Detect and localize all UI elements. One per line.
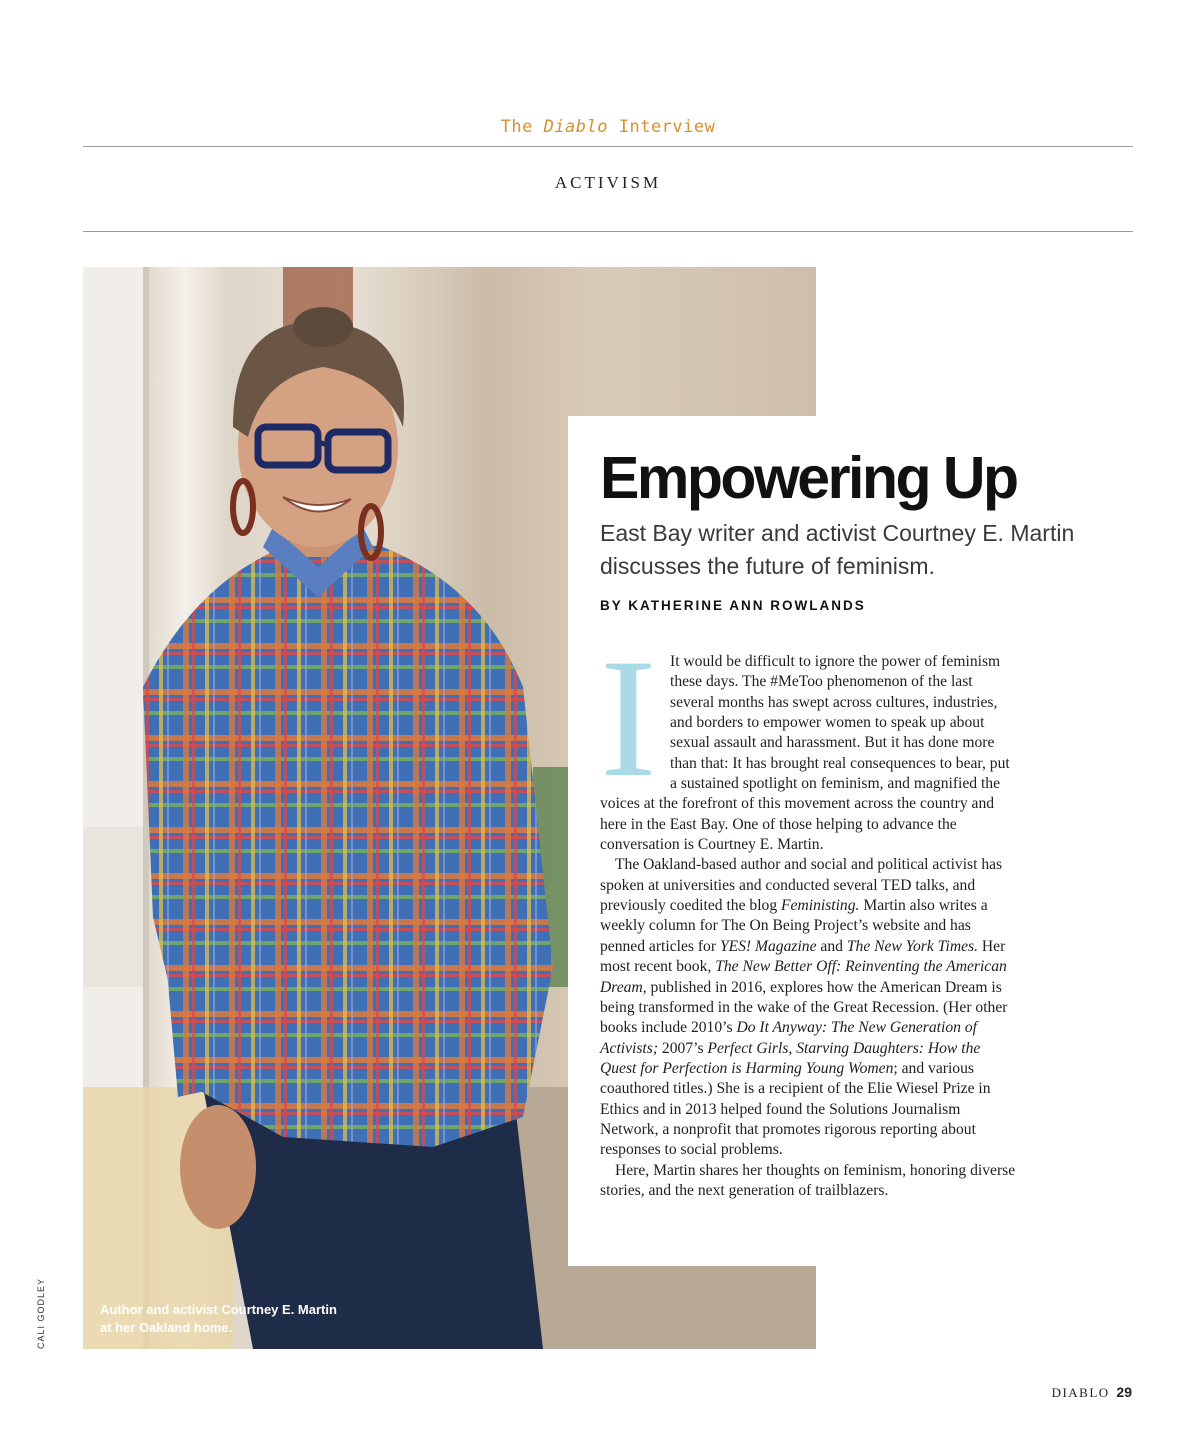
kicker-italic: Diablo xyxy=(543,117,608,137)
article-card xyxy=(568,416,1128,1266)
photo-caption xyxy=(100,1301,400,1337)
kicker-post: Interview xyxy=(608,117,716,137)
p2-text-b: Martin also writes a weekly column for The On Being Project’s website and has penned articles for xyxy=(600,897,988,955)
folio-magazine: DIABLO xyxy=(1051,1385,1110,1400)
p2-text-d: Her most recent book, xyxy=(600,937,1006,976)
paragraph-1 xyxy=(600,652,1018,855)
section-kicker xyxy=(0,117,1199,137)
folio-page-number: 29 xyxy=(1116,1384,1132,1400)
page-folio xyxy=(1052,1384,1132,1401)
p2-text-f: 2007’s xyxy=(658,1039,708,1057)
kicker-pre: The xyxy=(500,117,544,137)
paragraph-2 xyxy=(600,855,1018,1160)
p2-italic-perfect: Perfect Girls, Starving Daughters: How the Quest for Perfection is Harming Young Women xyxy=(600,1039,981,1077)
p2-text-c: and xyxy=(816,937,847,955)
p2-italic-newbetter: The New Better Off: Reinventing the American Dream, xyxy=(600,958,1007,996)
p2-text-e: published in 2016, explores how the American Dream is being transformed in the wake of the Great Recession. (Her other books include 2010’s xyxy=(600,978,1008,1037)
paragraph-1-text: It would be difficult to ignore the power of feminism these days. The #MeToo phenomenon of the last several months has swept across cultures, industries, and borders to empower women to speak up about sexual assault and harassment. But it has done more than that: It has brought real consequences to bear, put a sustained spotlight on feminism, and magnified the voices at the forefront of this movement across the country and here in the East Bay. One of those helping to advance the conversation is Courtney E. Martin. xyxy=(600,653,1010,854)
section-rule xyxy=(83,231,1133,232)
p2-text-g: ; and various coauthored titles.) She is a recipient of the Elie Wiesel Prize in Ethics and in 2013 helped found the Solutions Journalism Network, a nonprofit that promotes rigorous reporting about responses to social problems. xyxy=(600,1059,991,1159)
caption-line-1: Author and activist Courtney E. Martin xyxy=(100,1302,337,1317)
section-label: ACTIVISM xyxy=(554,173,662,192)
caption-line-2: at her Oakland home. xyxy=(100,1320,233,1335)
article-dek: East Bay writer and activist Courtney E. Martin discusses the future of feminism. xyxy=(600,520,1075,579)
p2-italic-nyt: The New York Times. xyxy=(846,937,978,955)
p2-italic-yes: YES! Magazine xyxy=(719,937,817,955)
article-body xyxy=(600,652,1018,1201)
paragraph-3: Here, Martin shares her thoughts on feminism, honoring diverse stories, and the next generation of trailblazers. xyxy=(600,1161,1016,1199)
drop-cap: I xyxy=(600,652,657,794)
p2-text-a: The Oakland-based author and social and political activist has spoken at universities and conducted several TED talks, and previously coedited the blog xyxy=(600,856,1003,915)
article-headline: Empowering Up xyxy=(600,445,1017,511)
article-byline: BY KATHERINE ANN ROWLANDS xyxy=(600,598,866,613)
photo-credit: CALI GODLEY xyxy=(36,1277,46,1349)
p2-italic-doit: Do It Anyway: The New Generation of Activists; xyxy=(600,1019,977,1057)
top-rule xyxy=(83,146,1133,147)
p2-italic-feministing: Feministing. xyxy=(781,897,860,915)
